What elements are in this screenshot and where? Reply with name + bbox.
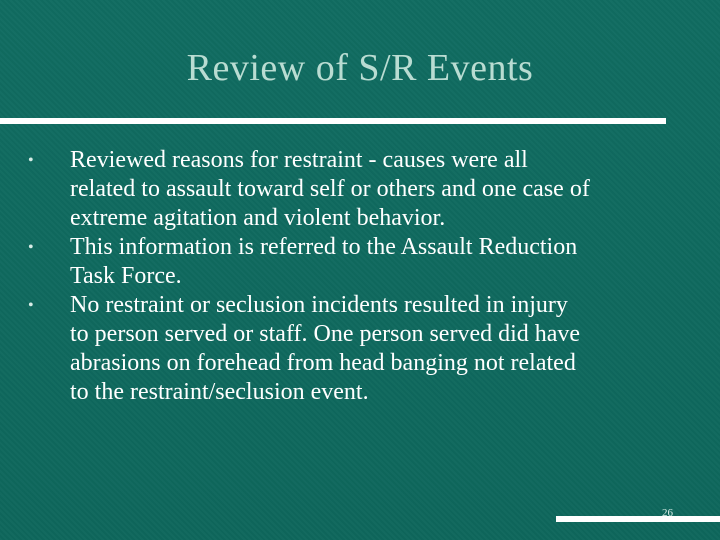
bullet-item: [26, 146, 706, 233]
bullet-line: No restraint or seclusion incidents resulted in injury: [70, 292, 568, 318]
bullet-line: to the restraint/seclusion event.: [70, 379, 369, 405]
footer-rule: [556, 516, 720, 522]
bullet-line: to person served or staff. One person served did have: [70, 321, 581, 347]
bullet-line: Reviewed reasons for restraint - causes were all: [70, 147, 528, 173]
bullet-line: Task Force.: [70, 263, 182, 289]
bullet-item: [26, 233, 706, 291]
bullet-line: related to assault toward self or others and one case of: [70, 176, 590, 202]
bullet-dot-icon: •: [28, 239, 34, 256]
slide-title: Review of S/R Events: [186, 47, 534, 89]
bullet-dot-icon: •: [28, 152, 34, 169]
bullet-line: abrasions on forehead from head banging not related: [70, 350, 576, 376]
title-underline: [0, 118, 666, 124]
bullet-dot-icon: •: [28, 297, 34, 314]
page-number: 26: [662, 507, 673, 519]
bullet-list: [26, 146, 706, 407]
bullet-line: This information is referred to the Assault Reduction: [70, 234, 578, 260]
bullet-line: extreme agitation and violent behavior.: [70, 205, 446, 231]
bullet-item: [26, 291, 706, 407]
